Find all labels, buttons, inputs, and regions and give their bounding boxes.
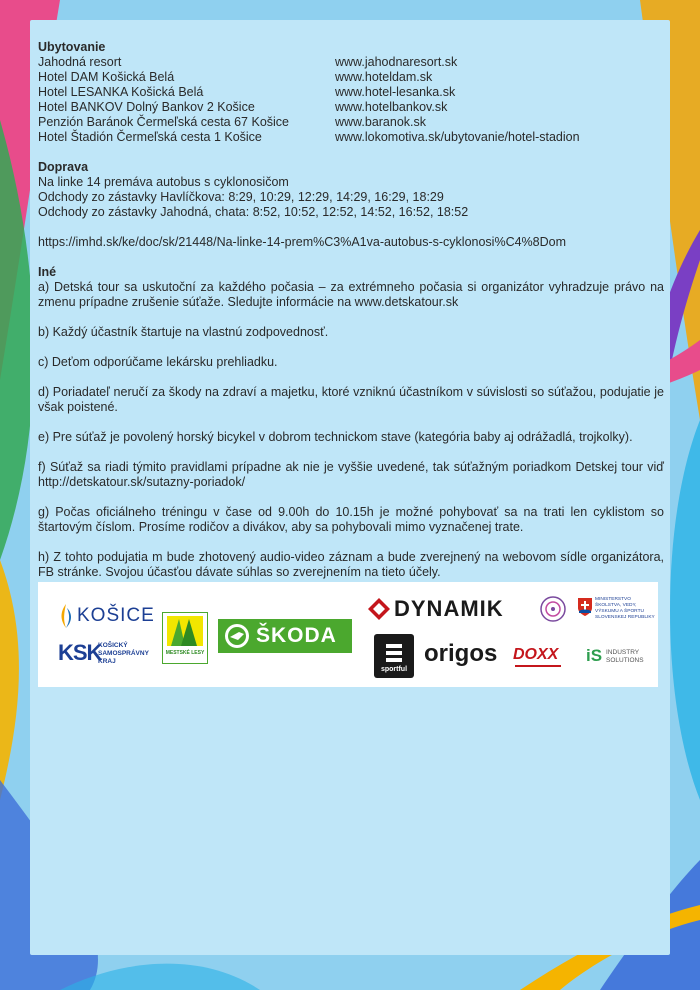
sponsor-logos: [38, 582, 658, 687]
accommodation-name: Penzión Baránok Čermeľská cesta 67 Košice: [38, 115, 289, 129]
other-heading: Iné: [38, 265, 57, 279]
doxx-logo: [513, 646, 565, 670]
ksk-text-line: KOŠICKÝ: [98, 642, 128, 649]
skoda-logo: [218, 619, 352, 653]
sportful-wordmark: sportful: [380, 666, 408, 673]
accommodation-heading: Ubytovanie: [38, 40, 106, 54]
accommodation-item: [38, 115, 664, 130]
skoda-arrow-icon: [224, 623, 250, 649]
industry-solutions-logo: [586, 646, 658, 668]
rule-paragraph: a) Detská tour sa uskutoční za každého počasia – za extrémneho počasia si organizátor vyhradzuje právo na zmenu prípadne zrušenie súťaže. Sledujte informácie na www.detskatour.sk: [38, 280, 664, 309]
accommodation-url[interactable]: www.hotel-lesanka.sk: [335, 85, 456, 99]
rule-paragraph: e) Pre súťaž je povolený horský bicykel v dobrom technickom stave (kategória baby aj odrážadlá, trojkolky).: [38, 430, 633, 444]
kosice-wordmark: KOŠICE: [77, 605, 155, 626]
mestske-lesy-label: MESTSKÉ LESY: [165, 650, 205, 656]
ksk-text-line: KRAJ: [98, 658, 116, 665]
transport-link[interactable]: https://imhd.sk/ke/doc/sk/21448/Na-linke-14-prem%C3%A1va-autobus-s-cyklonosi%C4%8Dom: [38, 235, 567, 249]
accommodation-url[interactable]: www.hotelbankov.sk: [335, 100, 448, 114]
ministry-text-line: VÝSKUMU A ŠPORTU: [595, 609, 644, 614]
document-body: [38, 40, 664, 595]
transport-line: Odchody zo zástavky Jahodná, chata: 8:52, 10:52, 12:52, 14:52, 16:52, 18:52: [38, 205, 469, 219]
rule-paragraph: g) Počas oficiálneho tréningu v čase od 9.00h do 10.15h je možné pohybovať sa na trati len cyklistom so štartovým číslom. Prosíme rodičov a divákov, aby sa pohybovali mimo vyznačenej trate.: [38, 505, 664, 534]
transport-heading: Doprava: [38, 160, 89, 174]
kosice-flame-icon: [58, 604, 74, 628]
skoda-wordmark: ŠKODA: [256, 624, 337, 647]
rule-paragraph: b) Každý účastník štartuje na vlastnú zodpovednosť.: [38, 325, 329, 339]
kosice-logo: [58, 602, 168, 630]
ministry-logo: [578, 596, 658, 626]
accommodation-url[interactable]: www.jahodnaresort.sk: [335, 55, 458, 69]
dynamik-logo: [368, 596, 528, 622]
rule-paragraph: h) Z tohto podujatia m bude zhotovený audio-video záznam a bude zverejnený na webovom sídle organizátora, FB stránke. Svojou účasťou dávate súhlas so zverejnením na tieto účely.: [38, 550, 664, 579]
slovak-coat-of-arms-icon: [578, 598, 592, 616]
ministry-text-line: MINISTERSTVO: [595, 597, 631, 602]
is-mark: iS: [586, 646, 603, 665]
origos-logo: origos: [424, 640, 498, 667]
accommodation-url[interactable]: www.baranok.sk: [335, 115, 427, 129]
tree-icon: [163, 613, 207, 649]
ksk-mark: KSK: [58, 640, 102, 665]
dynamik-wordmark: DYNAMIK: [394, 596, 504, 621]
sportful-logo: [374, 634, 414, 678]
accommodation-name: Hotel LESANKA Košická Belá: [38, 85, 204, 99]
accommodation-item: [38, 70, 664, 85]
accommodation-name: Hotel BANKOV Dolný Bankov 2 Košice: [38, 100, 255, 114]
transport-line: Na linke 14 premáva autobus s cyklonosičom: [38, 175, 289, 189]
ministry-text-line: ŠKOLSTVA, VEDY,: [595, 603, 637, 608]
accommodation-item: [38, 55, 664, 70]
rule-paragraph: f) Súťaž sa riadi týmito pravidlami prípadne ak nie je vyššie uvedené, tak súťažným poriadkom Detskej tour viď http://detskatour.sk/sutazny-poriadok/: [38, 460, 664, 489]
accommodation-url[interactable]: www.hoteldam.sk: [335, 70, 433, 84]
ksk-logo: [58, 640, 168, 672]
rule-paragraph: c) Deťom odporúčame lekársku prehliadku.: [38, 355, 278, 369]
seal-logo: [540, 596, 566, 622]
accommodation-url[interactable]: www.lokomotiva.sk/ubytovanie/hotel-stadion: [335, 130, 580, 144]
doxx-wordmark: DOXX: [513, 646, 559, 663]
accommodation-item: [38, 100, 664, 115]
accommodation-list: [38, 55, 664, 145]
rule-paragraph: d) Poriadateľ neručí za škody na zdraví a majetku, ktoré vzniknú účastníkom v súvislosti so súťažou, podujatie je však poistené.: [38, 385, 664, 414]
accommodation-name: Hotel DAM Košická Belá: [38, 70, 175, 84]
sportful-s-icon: [374, 636, 414, 666]
dynamik-diamond-icon: [368, 598, 390, 620]
mestske-lesy-logo: [162, 612, 208, 664]
transport-line: Odchody zo zástavky Havlíčkova: 8:29, 10:29, 12:29, 14:29, 16:29, 18:29: [38, 190, 444, 204]
seal-icon: [540, 596, 566, 622]
is-text-line: SOLUTIONS: [606, 657, 644, 664]
accommodation-name: Jahodná resort: [38, 55, 122, 69]
is-text-line: INDUSTRY: [606, 649, 640, 656]
ksk-text-line: SAMOSPRÁVNY: [98, 650, 149, 657]
ministry-text-line: SLOVENSKEJ REPUBLIKY: [595, 615, 655, 620]
accommodation-item: [38, 130, 664, 145]
accommodation-item: [38, 85, 664, 100]
accommodation-name: Hotel Štadión Čermeľská cesta 1 Košice: [38, 130, 262, 144]
